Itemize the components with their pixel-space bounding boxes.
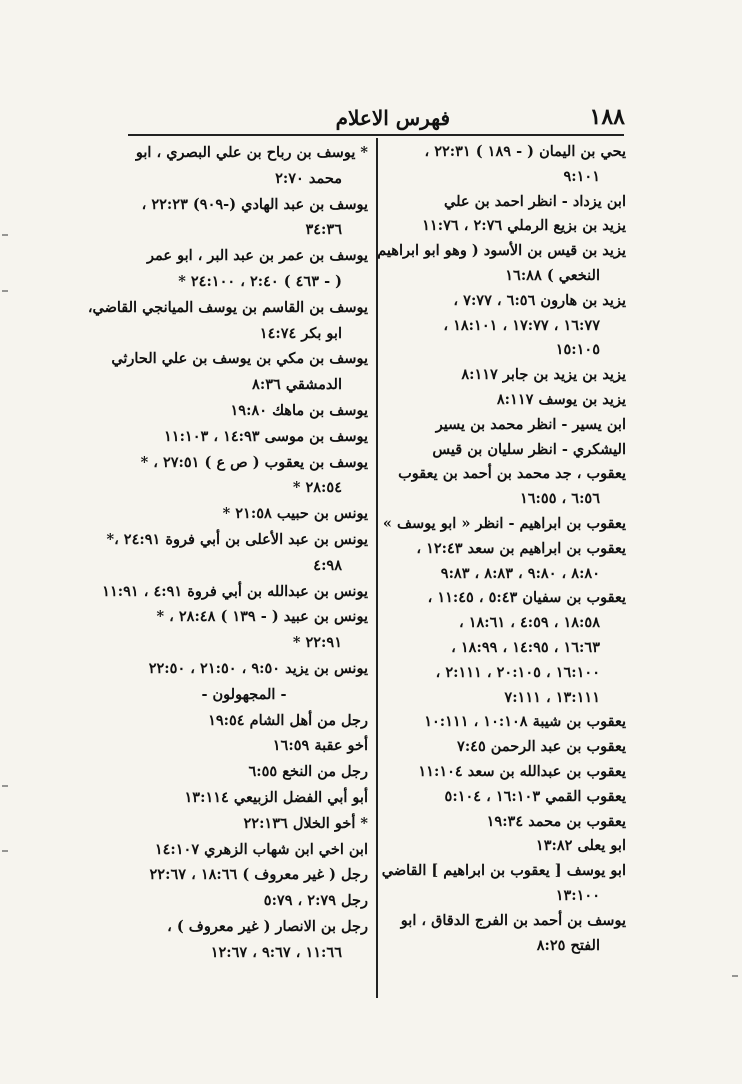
index-entry: ٢٢:٩١ * — [292, 634, 342, 652]
index-entry: ابن يسير - انظر محمد بن يسير — [435, 415, 626, 433]
index-entry: يوسف بن ماهك ١٩:٨٠ — [230, 401, 368, 419]
index-entry: يعقوب بن ابراهيم بن سعد ١٢:٤٣ ، — [416, 539, 626, 557]
index-entry: ٦:٥٦ ، ١٦:٥٥ — [519, 490, 600, 508]
scan-margin-mark — [2, 290, 8, 292]
index-entry: رجل بن الانصار ( غير معروف ) ، — [167, 917, 368, 935]
index-entry: ١٦:١٠٠ ، ٢٠:١٠٥ ، ٢:١١١ ، — [435, 663, 600, 681]
index-entry: يوسف بن عمر بن عبد البر ، ابو عمر — [147, 247, 368, 265]
running-title: فهرس الاعلام — [335, 106, 450, 130]
index-entry: يعقوب بن سفيان ٥:٤٣ ، ١١:٤٥ ، — [427, 589, 626, 607]
index-entry: اليشكري - انظر سليان بن قيس — [432, 440, 626, 458]
index-entry: يونس بن عبد الأعلى بن أبي فروة ٢٤:٩١ ،* — [106, 530, 368, 548]
index-entry: ١٣:١١١ ، ٧:١١١ — [504, 688, 600, 706]
column-divider — [376, 138, 378, 998]
index-entry: يونس بن عبدالله بن أبي فروة ٤:٩١ ، ١١:٩١ — [102, 582, 368, 600]
index-entry: رجل من أهل الشام ١٩:٥٤ — [208, 711, 368, 729]
index-entry: يوسف بن يعقوب ( ص ع ) ٢٧:٥١ ، * — [140, 453, 368, 471]
index-entry: ١٦:٦٣ ، ١٤:٩٥ ، ١٨:٩٩ ، — [451, 638, 600, 656]
index-entry: ١٦:٧٧ ، ١٧:٧٧ ، ١٨:١٠١ ، — [443, 316, 600, 334]
index-entry: ١٨:٥٨ ، ٤:٥٩ ، ١٨:٦١ ، — [458, 614, 600, 632]
index-entry: يزيد بن قيس بن الأسود ( وهو ابو ابراهيم — [377, 242, 626, 260]
index-entry: يزيد بن يوسف ٨:١١٧ — [496, 390, 626, 408]
index-entry: ٢٨:٥٤ * — [292, 479, 342, 497]
index-entry: * يوسف بن رباح بن علي البصري ، ابو — [135, 144, 368, 161]
section-heading: - المجهولون - — [201, 685, 287, 703]
index-entry: يعقوب ، جد محمد بن أحمد بن يعقوب — [398, 465, 626, 483]
index-entry: ١٣:١٠٠ — [555, 886, 600, 904]
index-entry: ابن يزداد - انظر احمد بن علي — [444, 192, 626, 210]
scan-margin-mark — [2, 850, 8, 852]
left-column — [87, 140, 368, 966]
index-entry: يونس بن حبيب ٢١:٥٨ * — [222, 505, 368, 523]
index-entry: ابن اخي ابن شهاب الزهري ١٤:١٠٧ — [154, 840, 368, 858]
index-entry: يحي بن اليمان ( - ١٨٩ ) ٢٢:٣١ ، — [424, 143, 626, 160]
index-entry: ٣٤:٣٦ — [305, 221, 342, 239]
index-entry: ٨:٨٠ ، ٩:٨٠ ، ٨:٨٣ ، ٩:٨٣ — [440, 564, 600, 582]
index-entry: ابو بكر ١٤:٧٤ — [259, 324, 342, 342]
index-entry: يوسف بن عبد الهادي (-٩٠٩) ٢٢:٢٣ ، — [141, 195, 368, 213]
index-entry: يوسف بن مكي بن يوسف بن علي الحارثي — [111, 350, 368, 368]
index-entry: يعقوب بن محمد ١٩:٣٤ — [486, 812, 626, 830]
index-entry: رجل ٢:٧٩ ، ٥:٧٩ — [263, 892, 368, 910]
index-entry: يونس بن عبيد ( - ١٣٩ ) ٢٨:٤٨ ، * — [156, 608, 368, 626]
index-entry: محمد ٢:٧٠ — [275, 169, 342, 187]
index-entry: أخو عقبة ١٦:٥٩ — [272, 737, 368, 755]
index-entry: ابو يوسف [ يعقوب بن ابراهيم ] القاضي — [381, 862, 626, 880]
index-entry: ١١:٦٦ ، ٩:٦٧ ، ١٢:٦٧ — [210, 943, 342, 961]
index-entry: النخعي ) ١٦:٨٨ — [505, 266, 600, 284]
index-entry: رجل ( غير معروف ) ١٨:٦٦ ، ٢٢:٦٧ — [149, 866, 368, 884]
index-entry: يعقوب بن ابراهيم - انظر « ابو يوسف » — [382, 514, 626, 532]
index-entry: يزيد بن هارون ٦:٥٦ ، ٧:٧٧ ، — [453, 291, 626, 309]
index-entry: يعقوب بن عبد الرحمن ٧:٤٥ — [457, 738, 626, 756]
page-number: ١٨٨ — [589, 104, 625, 130]
index-entry: ١٥:١٠٥ — [555, 341, 600, 359]
index-entry: يعقوب بن شيبة ١٠:١٠٨ ، ١٠:١١١ — [424, 713, 626, 731]
index-entry: يونس بن يزيد ٩:٥٠ ، ٢١:٥٠ ، ٢٢:٥٠ — [148, 659, 368, 677]
scan-margin-mark — [2, 234, 8, 236]
index-entry: يزيد بن يزيد بن جابر ٨:١١٧ — [461, 366, 626, 384]
index-entry: ( - ٤٦٣ ) ٢:٤٠ ، ٢٤:١٠٠ * — [178, 272, 342, 290]
index-entry: يوسف بن موسى ١٤:٩٣ ، ١١:١٠٣ — [164, 427, 368, 445]
index-entry: * أخو الخلال ٢٢:١٣٦ — [243, 814, 368, 832]
index-entry: أبو أبي الفضل الزبيعي ١٣:١١٤ — [184, 788, 368, 806]
header-rule — [128, 134, 624, 136]
scan-margin-mark — [2, 785, 8, 787]
index-entry: يعقوب القمي ١٦:١٠٣ ، ٥:١٠٤ — [444, 787, 626, 805]
scan-margin-mark — [732, 975, 738, 977]
index-entry: ٩:١٠١ — [563, 167, 600, 185]
index-entry: يعقوب بن عبدالله بن سعد ١١:١٠٤ — [418, 762, 626, 780]
index-entry: ابو يعلى ١٣:٨٢ — [535, 837, 626, 855]
index-entry: ٤:٩٨ — [313, 556, 342, 574]
index-entry: يوسف بن أحمد بن الفرج الدقاق ، ابو — [400, 911, 626, 929]
page-header — [125, 104, 625, 134]
index-entry: يزيد بن بزيع الرملي ٢:٧٦ ، ١١:٧٦ — [422, 217, 626, 235]
index-entry: الفتح ٨:٢٥ — [536, 936, 600, 954]
index-entry: الدمشقي ٨:٣٦ — [252, 376, 342, 394]
index-entry: يوسف بن القاسم بن يوسف الميانجي القاضي، — [87, 298, 368, 316]
index-entry: رجل من النخع ٦:٥٥ — [248, 763, 368, 781]
right-column — [377, 140, 626, 958]
